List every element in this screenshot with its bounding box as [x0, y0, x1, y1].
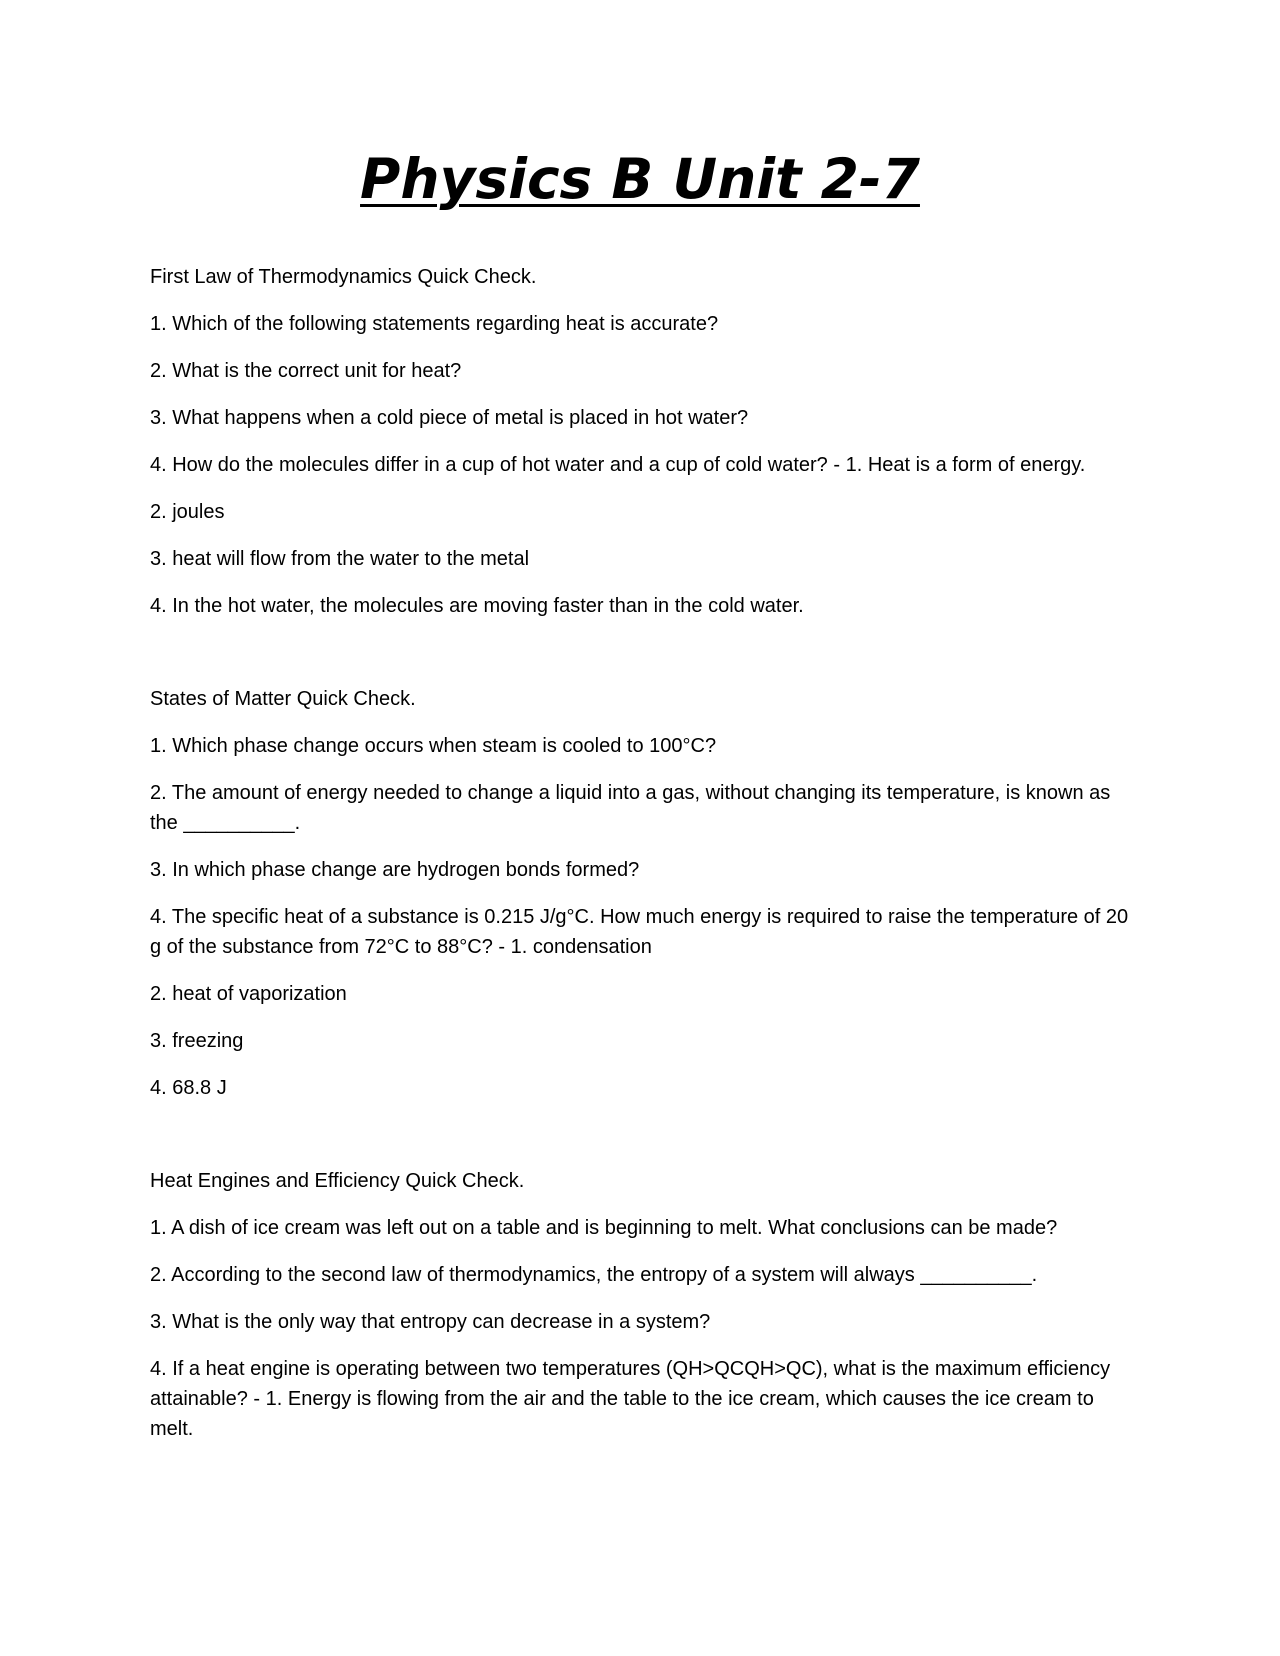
question-line: 3. What happens when a cold piece of metal is placed in hot water? — [150, 407, 749, 429]
question-line: 4. If a heat engine is operating between two temperatures (QH>QCQH>QC), what is the maximum efficiency attainable? - 1. Energy is flowing from the air and the table to the ice cream, which causes the ice cream to melt. — [150, 1358, 1111, 1440]
section-heading: First Law of Thermodynamics Quick Check. — [150, 266, 537, 288]
question-line: 2. What is the correct unit for heat? — [150, 360, 462, 382]
page-title — [0, 146, 1280, 212]
section-heat-engines — [150, 1166, 1130, 1444]
question-line: 4. How do the molecules differ in a cup of hot water and a cup of cold water? - 1. Heat is a form of energy. — [150, 454, 1086, 476]
section-first-law — [150, 262, 1130, 621]
question-line: 2. According to the second law of thermodynamics, the entropy of a system will always __________. — [150, 1264, 1038, 1286]
answer-line: 4. 68.8 J — [150, 1077, 227, 1099]
answer-line: 2. heat of vaporization — [150, 983, 347, 1005]
question-line: 3. What is the only way that entropy can decrease in a system? — [150, 1311, 711, 1333]
question-line: 1. Which of the following statements regarding heat is accurate? — [150, 313, 719, 335]
question-line: 2. The amount of energy needed to change a liquid into a gas, without changing its temperature, is known as the __________. — [150, 782, 1111, 834]
question-line: 4. The specific heat of a substance is 0.215 J/g°C. How much energy is required to raise the temperature of 20 g of the substance from 72°C to 88°C? - 1. condensation — [150, 906, 1129, 958]
section-heading: Heat Engines and Efficiency Quick Check. — [150, 1170, 525, 1192]
page-title-text: Physics B Unit 2-7 — [360, 147, 920, 211]
question-line: 1. Which phase change occurs when steam is cooled to 100°C? — [150, 735, 717, 757]
document-body — [150, 262, 1130, 1507]
question-line: 1. A dish of ice cream was left out on a table and is beginning to melt. What conclusions can be made? — [150, 1217, 1058, 1239]
answer-line: 4. In the hot water, the molecules are moving faster than in the cold water. — [150, 595, 804, 617]
answer-line: 3. heat will flow from the water to the metal — [150, 548, 530, 570]
question-line: 3. In which phase change are hydrogen bonds formed? — [150, 859, 640, 881]
section-states-of-matter — [150, 684, 1130, 1103]
section-heading: States of Matter Quick Check. — [150, 688, 416, 710]
answer-line: 3. freezing — [150, 1030, 244, 1052]
answer-line: 2. joules — [150, 501, 225, 523]
